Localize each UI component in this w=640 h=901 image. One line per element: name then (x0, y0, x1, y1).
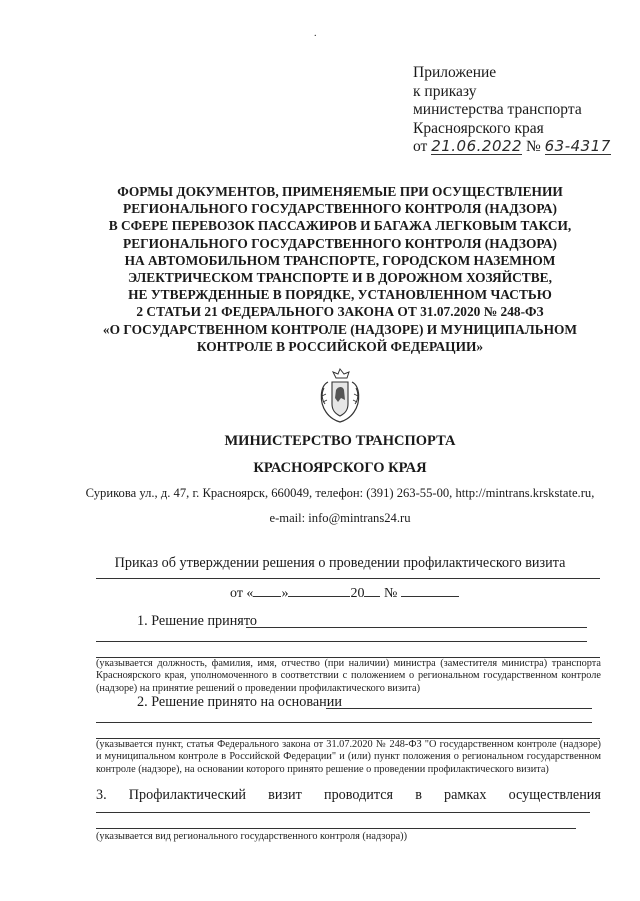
item2-field-line[interactable] (326, 708, 592, 709)
day-field[interactable] (253, 583, 281, 597)
document-title (90, 183, 590, 355)
item3-line (96, 787, 601, 804)
number-label: № (525, 138, 541, 155)
title-line: РЕГИОНАЛЬНОГО ГОСУДАРСТВЕННОГО КОНТРОЛЯ (НАДЗОРА) (123, 235, 557, 251)
order-date-number-line (230, 583, 459, 602)
title-line: В СФЕРЕ ПЕРЕВОЗОК ПАССАЖИРОВ И БАГАЖА ЛЕГКОВЫМ ТАКСИ, (108, 218, 572, 234)
year-field[interactable] (364, 583, 380, 597)
ministry-address: Сурикова ул., д. 47, г. Красноярск, 660049, телефон: (391) 263-55-00, http://mintrans.krskstate.ru, (85, 486, 595, 500)
appendix-line: Красноярского края (413, 119, 544, 137)
item3-word: осуществления (508, 787, 601, 803)
order-title: Приказ об утверждении решения о проведении профилактического визита (114, 555, 566, 571)
from-label: от (413, 138, 428, 155)
item3-word: Профилактический (128, 787, 247, 803)
coat-of-arms-icon (316, 366, 364, 424)
year-prefix: 20 (350, 586, 365, 601)
handwritten-date: 21.06.2022 (431, 137, 523, 155)
ministry-name: МИНИСТЕРСТВО ТРАНСПОРТА (224, 433, 456, 449)
item3-word: рамках (444, 787, 487, 803)
item3-field-line[interactable] (96, 812, 590, 813)
item3-word: в (415, 787, 422, 803)
ministry-region: КРАСНОЯРСКОГО КРАЯ (253, 460, 427, 476)
item2-label: 2. Решение принято на основании (137, 694, 342, 710)
title-line: 2 СТАТЬИ 21 ФЕДЕРАЛЬНОГО ЗАКОНА ОТ 31.07.2020 № 248-ФЗ (136, 304, 544, 320)
item1-label: 1. Решение принято (137, 613, 257, 629)
item1-field-line[interactable] (96, 641, 587, 642)
title-line: «О ГОСУДАРСТВЕННОМ КОНТРОЛЕ (НАДЗОРЕ) И МУНИЦИПАЛЬНОМ (102, 321, 578, 337)
item2-field-line[interactable] (96, 722, 592, 723)
item2-note: (указывается пункт, статья Федерального закона от 31.07.2020 № 248-ФЗ "О государственном контроле (надзоре) и муниципальном контроле в Российской Федерации" и (или) пункт положения о региональном государственном контроле (надзоре), на основании которого принято решение о проведении профилактического визита) (96, 739, 601, 775)
order-number-field[interactable] (401, 583, 459, 597)
item3-field-line[interactable] (96, 828, 576, 829)
handwritten-number: 63-4317 (544, 137, 611, 155)
appendix-date-line (413, 138, 611, 157)
title-line: РЕГИОНАЛЬНОГО ГОСУДАРСТВЕННОГО КОНТРОЛЯ (НАДЗОРА) (123, 201, 557, 217)
date-mid: » (281, 586, 289, 601)
date-prefix: от « (230, 586, 254, 601)
scan-mark: . (314, 28, 317, 39)
number-sign: № (383, 586, 398, 601)
ministry-email: e-mail: info@mintrans24.ru (269, 511, 411, 525)
month-field[interactable] (288, 583, 350, 597)
title-line: НА АВТОМОБИЛЬНОМ ТРАНСПОРТЕ, ГОРОДСКОМ НАЗЕМНОМ (124, 252, 556, 268)
appendix-line: министерства транспорта (413, 101, 582, 118)
item1-field-line[interactable] (246, 627, 587, 628)
title-line: КОНТРОЛЕ В РОССИЙСКОЙ ФЕДЕРАЦИИ» (196, 338, 484, 354)
appendix-line: Приложение (413, 64, 497, 81)
item3-word: проводится (323, 787, 394, 803)
title-line: ФОРМЫ ДОКУМЕНТОВ, ПРИМЕНЯЕМЫЕ ПРИ ОСУЩЕСТВЛЕНИИ (117, 184, 563, 199)
item3-note: (указывается вид регионального государственного контроля (надзора)) (96, 831, 408, 842)
appendix-line: к приказу (413, 82, 477, 100)
order-title-rule (96, 578, 600, 579)
appendix-block (413, 64, 611, 157)
item3-word: 3. (96, 787, 107, 803)
title-line: НЕ УТВЕРЖДЕННЫЕ В ПОРЯДКЕ, УСТАНОВЛЕННОМ ЧАСТЬЮ (128, 287, 552, 303)
item1-note: (указывается должность, фамилия, имя, отчество (при наличии) министра (заместителя министра) транспорта Красноярского края, уполномоченного в соответствии с положением о региональном государственном контроле (надзоре) на принятие решений о проведении профилактического визита) (96, 658, 601, 694)
title-line: ЭЛЕКТРИЧЕСКОМ ТРАНСПОРТЕ И В ДОРОЖНОМ ХОЗЯЙСТВЕ, (128, 270, 552, 286)
item3-word: визит (268, 787, 302, 803)
